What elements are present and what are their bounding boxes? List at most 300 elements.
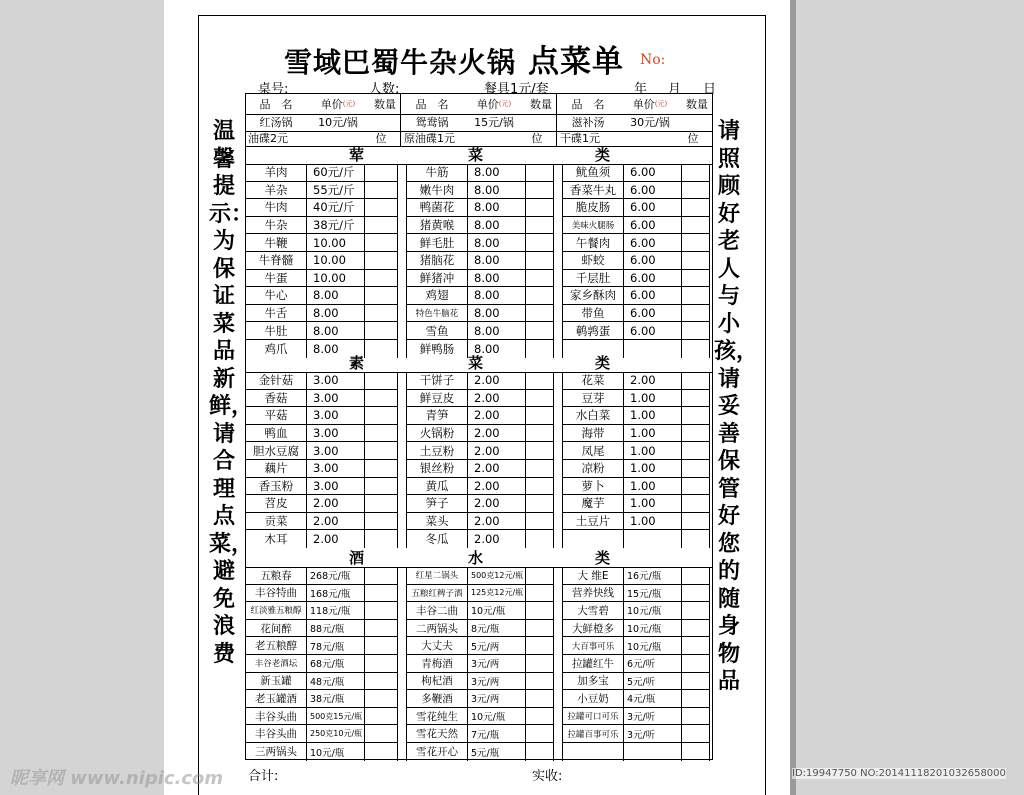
menu-item-row[interactable] [563, 270, 709, 288]
menu-item-row[interactable] [563, 442, 709, 460]
menu-column [246, 372, 398, 548]
menu-item-row[interactable] [407, 725, 553, 743]
menu-item-qty[interactable] [682, 655, 709, 672]
menu-item-row[interactable] [563, 708, 709, 726]
menu-item-row[interactable] [563, 322, 709, 340]
menu-item-qty[interactable] [526, 217, 553, 234]
menu-item-row[interactable] [246, 182, 397, 200]
hotpot-base-price: 15元/锅 [474, 116, 514, 129]
menu-item-row[interactable] [246, 478, 397, 496]
menu-item-row[interactable] [407, 425, 553, 443]
menu-item-row[interactable] [246, 234, 397, 252]
menu-item-row[interactable] [246, 252, 397, 270]
menu-item-qty[interactable] [526, 637, 553, 654]
menu-item-row[interactable] [407, 442, 553, 460]
menu-item-row[interactable] [246, 725, 397, 743]
menu-item-qty[interactable] [526, 495, 553, 512]
menu-item-price: 6.00 [624, 182, 682, 199]
menu-item-name: 枸杞酒 [407, 673, 468, 690]
menu-item-qty[interactable] [682, 620, 709, 637]
menu-item-name: 拉罐百事可乐 [563, 725, 624, 742]
menu-item-qty[interactable] [365, 407, 397, 424]
menu-item-qty[interactable] [526, 567, 553, 584]
menu-item-row[interactable] [246, 708, 397, 726]
menu-item-qty[interactable] [365, 164, 397, 181]
menu-item-row[interactable] [407, 372, 553, 390]
menu-item-price [624, 530, 682, 548]
menu-item-qty[interactable] [526, 743, 553, 761]
menu-item-qty[interactable] [365, 567, 397, 584]
menu-item-price: 8.00 [307, 340, 365, 358]
menu-item-qty[interactable] [682, 322, 709, 339]
menu-item-row[interactable] [563, 673, 709, 691]
menu-item-name: 雪花纯生 [407, 708, 468, 725]
header-unit: (元) [498, 100, 512, 108]
menu-item-row[interactable] [563, 287, 709, 305]
menu-item-row[interactable] [246, 620, 397, 638]
menu-item-row[interactable] [563, 460, 709, 478]
section-title-char: 水 [468, 549, 484, 567]
menu-item-price: 3.00 [307, 478, 365, 495]
menu-item-row[interactable] [407, 305, 553, 323]
menu-item-price: 2.00 [307, 495, 365, 512]
menu-item-name: 大鲜橙多 [563, 620, 624, 637]
menu-item-row[interactable] [246, 199, 397, 217]
menu-item-row[interactable] [563, 425, 709, 443]
menu-item-qty[interactable] [365, 425, 397, 442]
menu-item-qty[interactable] [365, 390, 397, 407]
menu-item-row[interactable] [246, 322, 397, 340]
menu-item-price: 3元/两 [468, 655, 526, 672]
menu-item-qty[interactable] [682, 305, 709, 322]
menu-item-price: 7元/瓶 [468, 725, 526, 742]
menu-item-row[interactable] [563, 620, 709, 638]
menu-item-price: 6.00 [624, 252, 682, 269]
menu-item-qty[interactable] [682, 478, 709, 495]
menu-item-row[interactable] [407, 460, 553, 478]
menu-item-qty[interactable] [365, 234, 397, 251]
menu-item-qty[interactable] [682, 743, 709, 761]
menu-item-name: 黄瓜 [407, 478, 468, 495]
menu-item-qty[interactable] [682, 407, 709, 424]
menu-item-row[interactable] [407, 164, 553, 182]
menu-item-row[interactable] [563, 199, 709, 217]
menu-item-row[interactable] [246, 602, 397, 620]
menu-item-qty[interactable] [365, 270, 397, 287]
menu-item-qty[interactable] [365, 585, 397, 602]
menu-item-qty[interactable] [365, 442, 397, 459]
menu-item-name: 大丈夫 [407, 637, 468, 654]
menu-item-name: 猪黄喉 [407, 217, 468, 234]
menu-item-qty[interactable] [526, 234, 553, 251]
menu-item-qty[interactable] [526, 690, 553, 707]
menu-item-row[interactable] [563, 372, 709, 390]
menu-item-name: 火锅粉 [407, 425, 468, 442]
menu-item-row[interactable] [407, 530, 553, 548]
menu-item-name: 牛脊髓 [246, 252, 307, 269]
menu-item-row[interactable] [563, 217, 709, 235]
menu-item-row[interactable] [407, 287, 553, 305]
menu-item-qty[interactable] [365, 495, 397, 512]
menu-item-name: 带鱼 [563, 305, 624, 322]
menu-item-row[interactable] [407, 217, 553, 235]
menu-column [246, 567, 398, 761]
hotpot-base-name: 鸳鸯锅 [415, 116, 449, 129]
menu-item-qty[interactable] [682, 164, 709, 181]
menu-item-qty[interactable] [526, 655, 553, 672]
menu-item-qty[interactable] [682, 708, 709, 725]
menu-item-name: 牛肉 [246, 199, 307, 216]
right-tip: 请照顾好老人与小孩，请妥善保管好您的随身物品 [714, 119, 759, 694]
menu-item-qty[interactable] [365, 372, 397, 389]
menu-item-row[interactable] [246, 305, 397, 323]
menu-item-price: 6.00 [624, 234, 682, 251]
menu-item-qty[interactable] [682, 530, 709, 548]
menu-item-qty[interactable] [365, 655, 397, 672]
section-title-char: 素 [349, 354, 365, 372]
menu-item-qty[interactable] [365, 513, 397, 530]
menu-item-row[interactable] [246, 425, 397, 443]
menu-item-row[interactable] [563, 390, 709, 408]
section-title-char: 菜 [468, 146, 484, 164]
menu-item-price: 1.00 [624, 495, 682, 512]
menu-item-price: 118元/瓶 [307, 602, 365, 619]
menu-item-row[interactable] [246, 495, 397, 513]
menu-item-price: 2.00 [307, 513, 365, 530]
menu-item-row[interactable] [407, 182, 553, 200]
menu-item-row[interactable] [246, 372, 397, 390]
menu-item-price: 8.00 [468, 199, 526, 216]
menu-item-qty[interactable] [682, 673, 709, 690]
menu-item-price: 168元/瓶 [307, 585, 365, 602]
menu-item-name: 嫩牛肉 [407, 182, 468, 199]
menu-item-name: 美味火腿肠 [563, 217, 624, 234]
menu-item-qty[interactable] [682, 637, 709, 654]
menu-item-row[interactable] [407, 270, 553, 288]
menu-item-qty[interactable] [526, 322, 553, 339]
menu-item-name: 凉粉 [563, 460, 624, 477]
menu-item-row[interactable] [407, 478, 553, 496]
menu-item-name: 羊肉 [246, 164, 307, 181]
menu-item-qty[interactable] [365, 602, 397, 619]
menu-item-row[interactable] [407, 655, 553, 673]
section-title-veg [246, 354, 712, 373]
hotpot-base-qty[interactable] [370, 113, 400, 131]
menu-item-qty[interactable] [526, 585, 553, 602]
menu-item-price: 8.00 [468, 270, 526, 287]
menu-item-qty[interactable] [682, 690, 709, 707]
menu-item-row[interactable] [407, 407, 553, 425]
menu-item-qty[interactable] [526, 270, 553, 287]
header-unit: (元) [654, 100, 668, 108]
menu-item-row[interactable] [407, 567, 553, 585]
menu-item-qty[interactable] [365, 690, 397, 707]
menu-item-price: 2.00 [468, 442, 526, 459]
menu-item-row[interactable] [563, 567, 709, 585]
menu-item-qty[interactable] [365, 708, 397, 725]
menu-item-row[interactable] [563, 655, 709, 673]
menu-item-price: 2.00 [468, 513, 526, 530]
menu-item-name: 藕片 [246, 460, 307, 477]
menu-item-price: 8.00 [468, 252, 526, 269]
image-id: ID:19947750 NO:20141118201032658000 [792, 768, 1006, 779]
menu-item-row[interactable] [407, 585, 553, 603]
menu-item-row[interactable] [407, 322, 553, 340]
menu-item-row[interactable] [246, 637, 397, 655]
menu-item-row[interactable] [246, 567, 397, 585]
menu-item-name: 金针菇 [246, 372, 307, 389]
menu-item-price: 6.00 [624, 322, 682, 339]
menu-item-name: 鸡翅 [407, 287, 468, 304]
menu-item-qty[interactable] [526, 602, 553, 619]
menu-item-row[interactable] [246, 407, 397, 425]
menu-item-qty[interactable] [526, 513, 553, 530]
menu-item-name: 花间醉 [246, 620, 307, 637]
menu-item-row[interactable] [407, 495, 553, 513]
menu-item-qty[interactable] [526, 372, 553, 389]
menu-item-price: 88元/瓶 [307, 620, 365, 637]
menu-item-qty[interactable] [526, 530, 553, 548]
menu-item-price: 1.00 [624, 442, 682, 459]
menu-item-qty[interactable] [365, 725, 397, 742]
menu-item-row[interactable] [563, 164, 709, 182]
menu-item-qty[interactable] [682, 513, 709, 530]
menu-item-qty[interactable] [682, 442, 709, 459]
menu-item-qty[interactable] [526, 305, 553, 322]
edge-strip [790, 0, 796, 795]
sauce-name: 原油碟1元 [404, 132, 455, 145]
menu-item-name: 鹌鹑蛋 [563, 322, 624, 339]
column-divider [556, 94, 557, 146]
menu-item-row[interactable] [407, 620, 553, 638]
menu-item-qty[interactable] [526, 390, 553, 407]
menu-item-row[interactable] [407, 513, 553, 531]
menu-item-qty[interactable] [526, 252, 553, 269]
menu-item-name [563, 530, 624, 548]
menu-item-row[interactable] [246, 655, 397, 673]
menu-item-qty[interactable] [526, 620, 553, 637]
menu-item-name: 羊杂 [246, 182, 307, 199]
menu-item-row[interactable] [407, 708, 553, 726]
menu-item-row[interactable] [407, 673, 553, 691]
menu-item-name: 鱿鱼须 [563, 164, 624, 181]
menu-item-name: 丰谷老酒坛 [246, 655, 307, 672]
menu-item-row[interactable] [563, 513, 709, 531]
menu-item-name: 冬瓜 [407, 530, 468, 548]
header-unit: (元) [342, 100, 356, 108]
menu-item-qty[interactable] [365, 199, 397, 216]
menu-item-name: 胆水豆腐 [246, 442, 307, 459]
header-name: 品 名 [259, 98, 293, 111]
menu-item-name: 营养快线 [563, 585, 624, 602]
menu-item-row[interactable] [246, 530, 397, 548]
menu-item-qty[interactable] [365, 252, 397, 269]
menu-item-row[interactable] [246, 442, 397, 460]
menu-item-qty[interactable] [682, 390, 709, 407]
menu-item-qty[interactable] [682, 495, 709, 512]
menu-item-row[interactable] [563, 478, 709, 496]
menu-item-qty[interactable] [682, 199, 709, 216]
menu-item-name: 土豆粉 [407, 442, 468, 459]
menu-item-qty[interactable] [365, 620, 397, 637]
menu-item-qty[interactable] [682, 270, 709, 287]
menu-item-row[interactable] [563, 637, 709, 655]
hotpot-base-price: 30元/锅 [630, 116, 670, 129]
hotpot-base-qty[interactable] [682, 113, 712, 131]
menu-item-price: 8.00 [468, 287, 526, 304]
menu-item-row[interactable] [246, 287, 397, 305]
menu-item-row[interactable] [563, 305, 709, 323]
menu-item-row[interactable] [246, 390, 397, 408]
menu-item-row[interactable] [246, 217, 397, 235]
menu-item-qty[interactable] [365, 182, 397, 199]
menu-item-row[interactable] [407, 252, 553, 270]
menu-item-qty[interactable] [365, 478, 397, 495]
menu-item-qty[interactable] [526, 460, 553, 477]
menu-item-name: 大百事可乐 [563, 637, 624, 654]
menu-item-name: 香菜牛丸 [563, 182, 624, 199]
menu-item-row[interactable] [407, 234, 553, 252]
menu-item-row[interactable] [246, 690, 397, 708]
menu-item-price: 2.00 [468, 460, 526, 477]
menu-item-row[interactable] [563, 585, 709, 603]
header-qty: 数量 [686, 98, 708, 111]
menu-item-qty[interactable] [526, 478, 553, 495]
menu-item-qty[interactable] [526, 708, 553, 725]
menu-column [562, 372, 710, 548]
menu-item-price: 5元/两 [468, 637, 526, 654]
menu-item-row[interactable] [563, 725, 709, 743]
menu-item-name: 雪花天然 [407, 725, 468, 742]
menu-item-price: 68元/瓶 [307, 655, 365, 672]
menu-item-qty[interactable] [526, 287, 553, 304]
menu-item-qty[interactable] [365, 637, 397, 654]
menu-item-qty[interactable] [365, 460, 397, 477]
menu-item-qty[interactable] [526, 425, 553, 442]
menu-item-row[interactable] [407, 690, 553, 708]
menu-item-qty[interactable] [526, 407, 553, 424]
menu-item-name: 鸭菌花 [407, 199, 468, 216]
menu-item-row[interactable] [246, 513, 397, 531]
tableware-fee-label: 餐具1元/套 [484, 82, 549, 97]
menu-item-row[interactable] [246, 743, 397, 761]
menu-item-row[interactable] [246, 164, 397, 182]
menu-item-qty[interactable] [682, 252, 709, 269]
menu-item-qty[interactable] [526, 164, 553, 181]
menu-item-price: 10.00 [307, 270, 365, 287]
menu-item-row[interactable] [563, 407, 709, 425]
menu-item-name: 水白菜 [563, 407, 624, 424]
menu-item-qty[interactable] [682, 372, 709, 389]
menu-item-row[interactable] [246, 270, 397, 288]
menu-item-row[interactable] [563, 530, 709, 548]
menu-item-qty[interactable] [682, 602, 709, 619]
menu-item-row[interactable] [407, 743, 553, 761]
menu-item-row[interactable] [563, 602, 709, 620]
menu-item-qty[interactable] [365, 305, 397, 322]
menu-item-price: 2.00 [468, 407, 526, 424]
menu-item-qty[interactable] [682, 585, 709, 602]
menu-item-price: 6.00 [624, 199, 682, 216]
menu-item-price: 125克12元/瓶 [468, 585, 526, 602]
menu-item-qty[interactable] [526, 199, 553, 216]
menu-item-price: 38元/斤 [307, 217, 365, 234]
menu-item-qty[interactable] [365, 217, 397, 234]
menu-item-row[interactable] [246, 585, 397, 603]
menu-item-qty[interactable] [682, 425, 709, 442]
menu-item-qty[interactable] [682, 234, 709, 251]
menu-item-qty[interactable] [682, 217, 709, 234]
menu-item-row[interactable] [407, 602, 553, 620]
menu-item-qty[interactable] [365, 322, 397, 339]
menu-item-row[interactable] [563, 690, 709, 708]
menu-item-qty[interactable] [682, 567, 709, 584]
menu-item-name: 干饼子 [407, 372, 468, 389]
sauce-unit: 位 [687, 132, 699, 145]
menu-item-qty[interactable] [365, 530, 397, 548]
menu-item-qty[interactable] [526, 442, 553, 459]
menu-item-name: 鸭血 [246, 425, 307, 442]
menu-item-row[interactable] [407, 637, 553, 655]
section-title-char: 类 [595, 146, 611, 164]
menu-item-row[interactable] [563, 743, 709, 761]
menu-item-price: 3元/听 [624, 725, 682, 742]
menu-item-name: 鲜鸭肠 [407, 340, 468, 358]
menu-item-price: 10元/瓶 [307, 743, 365, 761]
menu-item-price: 3.00 [307, 460, 365, 477]
menu-item-price: 268元/瓶 [307, 567, 365, 584]
header-qty: 数量 [530, 98, 552, 111]
sauce-unit: 位 [531, 132, 543, 145]
menu-item-name: 多鞭酒 [407, 690, 468, 707]
menu-item-price: 2.00 [468, 425, 526, 442]
menu-item-row[interactable] [407, 199, 553, 217]
menu-item-qty[interactable] [365, 743, 397, 761]
menu-item-qty[interactable] [526, 182, 553, 199]
menu-item-qty[interactable] [526, 725, 553, 742]
people-count-label: 人数: [369, 82, 400, 97]
menu-item-price: 1.00 [624, 460, 682, 477]
menu-item-name: 鲜毛肚 [407, 234, 468, 251]
order-number-label: No: [640, 52, 666, 68]
menu-item-row[interactable] [563, 182, 709, 200]
menu-item-price: 2.00 [624, 372, 682, 389]
menu-item-qty[interactable] [682, 460, 709, 477]
menu-item-qty[interactable] [526, 673, 553, 690]
menu-item-qty[interactable] [682, 182, 709, 199]
menu-item-price: 1.00 [624, 407, 682, 424]
menu-item-row[interactable] [407, 390, 553, 408]
menu-item-qty[interactable] [365, 287, 397, 304]
menu-item-name: 老玉罐酒 [246, 690, 307, 707]
menu-item-price: 2.00 [468, 390, 526, 407]
menu-item-name: 五粮红稗子酒 [407, 585, 468, 602]
menu-item-row[interactable] [563, 495, 709, 513]
menu-item-qty[interactable] [682, 725, 709, 742]
menu-item-row[interactable] [563, 234, 709, 252]
menu-item-price: 2.00 [468, 495, 526, 512]
menu-item-row[interactable] [246, 460, 397, 478]
menu-item-name: 萝卜 [563, 478, 624, 495]
hotpot-base-qty[interactable] [526, 113, 556, 131]
menu-item-row[interactable] [246, 673, 397, 691]
menu-item-qty[interactable] [682, 287, 709, 304]
menu-item-row[interactable] [563, 252, 709, 270]
menu-item-name: 新玉罐 [246, 673, 307, 690]
menu-item-price: 10.00 [307, 234, 365, 251]
menu-item-qty[interactable] [365, 673, 397, 690]
header-price: 单价 (元) [476, 98, 512, 111]
